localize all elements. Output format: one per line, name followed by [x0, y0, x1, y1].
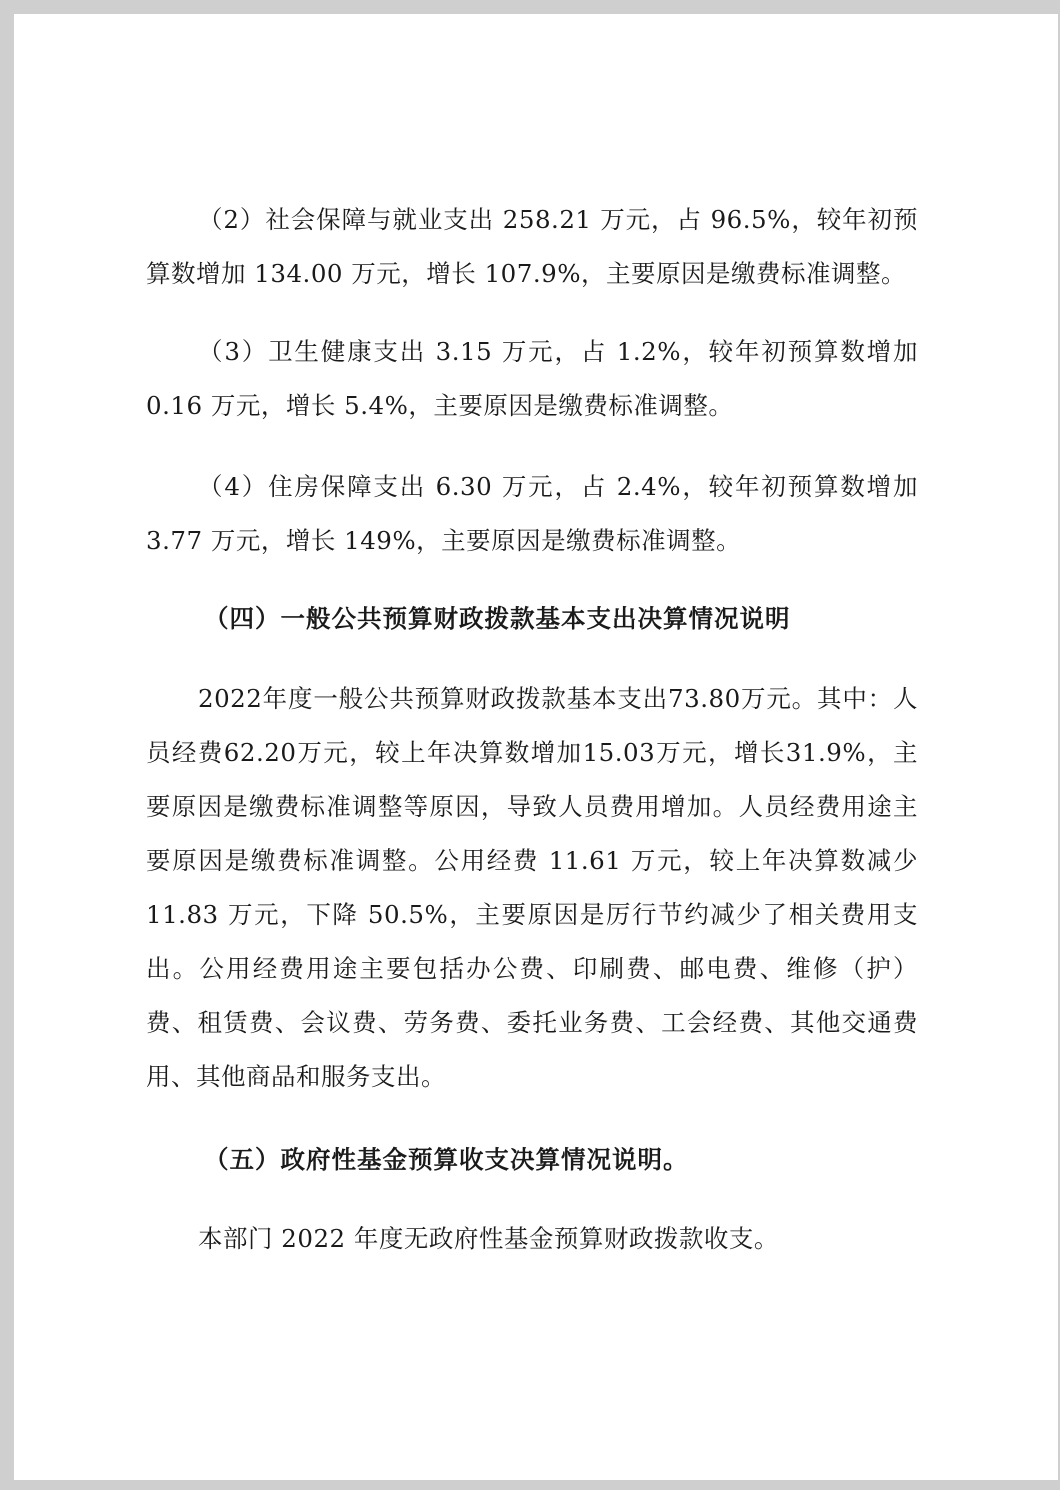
- paragraph-housing: （4）住房保障支出 6.30 万元，占 2.4%，较年初预算数增加 3.77 万元，增长 149%，主要原因是缴费标准调整。: [146, 472, 918, 555]
- paragraph-health: （3）卫生健康支出 3.15 万元，占 1.2%，较年初预算数增加 0.16 万元，增长 5.4%，主要原因是缴费标准调整。: [146, 337, 918, 420]
- section-heading-government-fund: （五）政府性基金预算收支决算情况说明。: [204, 1145, 689, 1174]
- paragraph-basic-expenditure: 2022年度一般公共预算财政拨款基本支出73.80万元。其中：人员经费62.20万元，较上年决算数增加15.03万元，增长31.9%，主要原因是缴费标准调整等原因，导致人员费用增加。人员经费用途主要原因是缴费标准调整。公用经费 11.61 万元，较上年决算数减少 11.83 万元，下降 50.5%，主要原因是厉行节约减少了相关费用支出。公用经费用途主要包括办公费、印刷费、邮电费、维修（护）费、租赁费、会议费、劳务费、委托业务费、工会经费、其他交通费用、其他商品和服务支出。: [146, 684, 918, 1091]
- paragraph-government-fund: 本部门 2022 年度无政府性基金预算财政拨款收支。: [198, 1224, 779, 1253]
- paragraph-social-security: （2）社会保障与就业支出 258.21 万元，占 96.5%，较年初预算数增加 134.00 万元，增长 107.9%，主要原因是缴费标准调整。: [146, 205, 918, 288]
- section-heading-basic-expenditure: （四）一般公共预算财政拨款基本支出决算情况说明: [204, 604, 791, 633]
- page-border-top: [0, 0, 1060, 14]
- page-border-bottom: [0, 1480, 1060, 1490]
- page-border-left: [0, 0, 14, 1490]
